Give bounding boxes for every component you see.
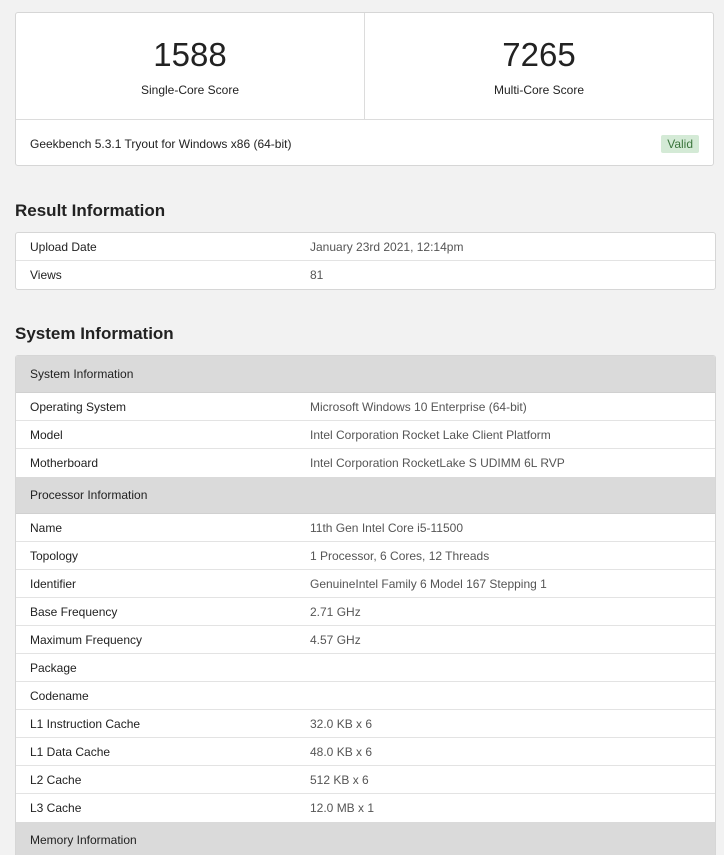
processor-name-label: Name: [30, 520, 63, 535]
single-core-score: [16, 13, 364, 119]
l1-data-cache-label: L1 Data Cache: [30, 744, 111, 759]
system-group-header: System Information: [16, 356, 715, 393]
operating-system-label: Operating System: [30, 399, 127, 414]
system-information-table: [15, 355, 716, 855]
table-row: [16, 738, 715, 766]
maximum-frequency-label: Maximum Frequency: [30, 632, 143, 647]
table-row: [16, 421, 715, 449]
table-row: [16, 233, 715, 261]
multi-core-score-label: Multi-Core Score: [493, 83, 585, 97]
base-frequency-value: 2.71 GHz: [310, 604, 361, 619]
system-information-heading: System Information: [15, 324, 174, 343]
valid-badge: Valid: [661, 135, 699, 153]
table-row: [16, 598, 715, 626]
processor-group-header: Processor Information: [16, 477, 715, 514]
l2-cache-value: 512 KB x 6: [310, 772, 369, 787]
package-label: Package: [30, 660, 77, 675]
score-card-footer: [16, 120, 713, 167]
result-information-table: [15, 232, 716, 290]
model-value: Intel Corporation Rocket Lake Client Platform: [310, 427, 551, 442]
views-label: Views: [30, 268, 62, 282]
l1-instruction-cache-label: L1 Instruction Cache: [30, 716, 141, 731]
table-row: [16, 570, 715, 598]
topology-value: 1 Processor, 6 Cores, 12 Threads: [310, 548, 490, 563]
motherboard-value: Intel Corporation RocketLake S UDIMM 6L RVP: [310, 456, 565, 470]
multi-core-score: [364, 13, 713, 119]
table-row: [16, 766, 715, 794]
table-row: [16, 654, 715, 682]
l3-cache-label: L3 Cache: [30, 801, 82, 815]
l1-data-cache-value: 48.0 KB x 6: [310, 744, 373, 759]
table-row: [16, 514, 715, 542]
result-information-heading: Result Information: [15, 201, 166, 220]
operating-system-value: Microsoft Windows 10 Enterprise (64-bit): [310, 399, 527, 414]
views-value: 81: [310, 268, 324, 282]
multi-core-score-value: 7265: [502, 36, 576, 73]
table-row: [16, 542, 715, 570]
table-row: [16, 710, 715, 738]
upload-date-label: Upload Date: [30, 239, 97, 254]
table-row: [16, 449, 715, 477]
model-label: Model: [30, 427, 63, 442]
codename-label: Codename: [30, 688, 89, 703]
processor-name-value: 11th Gen Intel Core i5-11500: [310, 520, 463, 535]
single-core-score-label: Single-Core Score: [140, 83, 240, 97]
memory-group-header: Memory Information: [16, 822, 715, 855]
table-row: [16, 794, 715, 822]
score-card: [15, 12, 714, 166]
base-frequency-label: Base Frequency: [30, 604, 118, 619]
maximum-frequency-value: 4.57 GHz: [310, 632, 361, 647]
upload-date-value: January 23rd 2021, 12:14pm: [310, 239, 464, 254]
table-row: [16, 626, 715, 654]
l1-instruction-cache-value: 32.0 KB x 6: [310, 716, 373, 731]
scores-row: [16, 13, 713, 120]
table-row: [16, 393, 715, 421]
l2-cache-label: L2 Cache: [30, 772, 82, 787]
motherboard-label: Motherboard: [30, 456, 99, 470]
l3-cache-value: 12.0 MB x 1: [310, 801, 375, 815]
benchmark-version: Geekbench 5.3.1 Tryout for Windows x86 (64-bit): [30, 136, 292, 151]
table-row: [16, 261, 715, 289]
identifier-label: Identifier: [30, 576, 77, 591]
identifier-value: GenuineIntel Family 6 Model 167 Stepping 1: [310, 576, 547, 591]
topology-label: Topology: [30, 548, 79, 563]
single-core-score-value: 1588: [153, 36, 227, 73]
table-row: [16, 682, 715, 710]
